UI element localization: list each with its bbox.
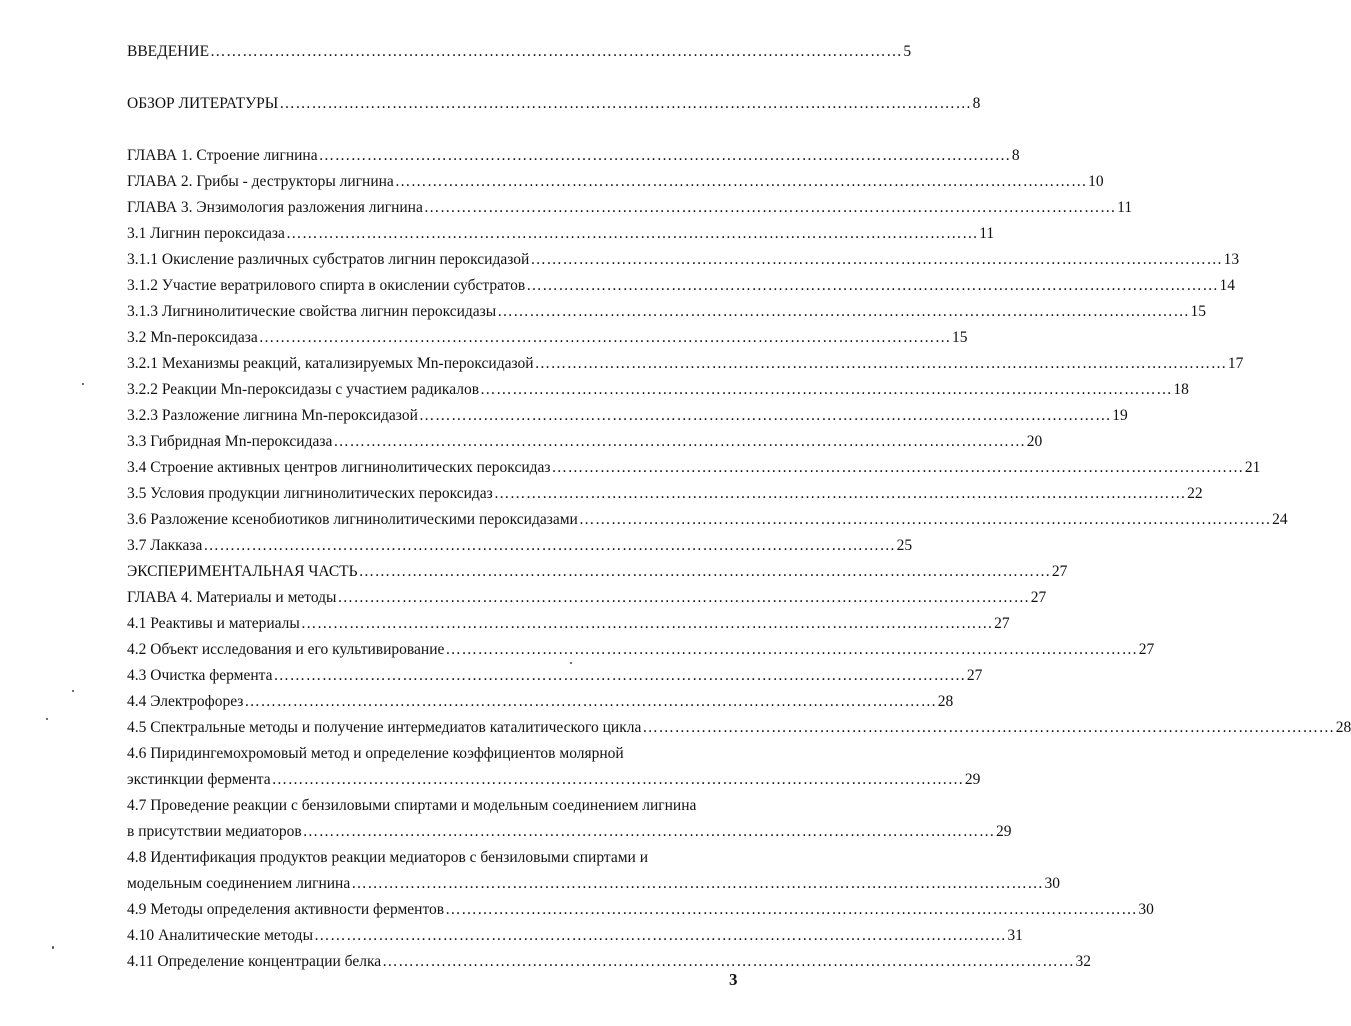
toc-page: 22 — [1187, 485, 1203, 502]
toc-entry — [127, 276, 1235, 296]
toc-entry — [127, 900, 1154, 920]
toc-page: 21 — [1244, 459, 1261, 476]
toc-page: 30 — [1044, 875, 1061, 892]
toc-page: 27 — [1030, 589, 1047, 606]
toc-leader: ………………………………………………………………………………………………………………… — [210, 43, 903, 60]
toc-leader: ………………………………………………………………………………………………………………… — [279, 95, 972, 112]
toc-entry — [127, 640, 1155, 660]
toc-title: 3.2.3 Разложение лигнина Mn-пероксидазой — [127, 407, 418, 424]
toc-leader: ………………………………………………………………………………………………………………… — [258, 329, 952, 346]
toc-leader: ………………………………………………………………………………………………………………… — [642, 719, 1335, 736]
toc-title: ВВЕДЕНИЕ — [127, 43, 210, 60]
toc-entry — [127, 354, 1244, 374]
toc-leader: ………………………………………………………………………………………………………………… — [394, 173, 1088, 190]
toc-entry — [127, 822, 1012, 842]
toc-title: 4.4 Электрофорез — [127, 693, 244, 710]
toc-leader: ………………………………………………………………………………………………………………… — [351, 875, 1044, 892]
toc-entry — [127, 536, 913, 556]
toc-title: 3.2.1 Механизмы реакций, катализируемых Mn-пероксидазой — [127, 355, 534, 372]
toc-page: 15 — [952, 329, 968, 346]
toc-leader: ………………………………………………………………………………………………………………… — [534, 355, 1227, 372]
toc-title: 3.3 Гибридная Mn-пероксидаза — [127, 433, 333, 450]
toc-entry — [127, 562, 1068, 582]
toc-leader: ………………………………………………………………………………………………………………… — [530, 251, 1223, 268]
toc-page: 11 — [979, 225, 995, 242]
toc-title: 3.2 Mn-пероксидаза — [127, 329, 258, 346]
toc-leader: ………………………………………………………………………………………………………………… — [300, 615, 994, 632]
toc-title-continuation: модельным соединением лигнина — [127, 875, 351, 892]
toc-title: 4.8 Идентификация продуктов реакции медиаторов с бензиловыми спиртами и — [127, 849, 649, 866]
toc-entry — [127, 250, 1240, 270]
toc-page: 29 — [964, 771, 981, 788]
toc-entry — [127, 458, 1261, 478]
toc-page: 24 — [1272, 511, 1288, 528]
toc-leader: ………………………………………………………………………………………………………………… — [203, 537, 896, 554]
toc-title: ЭКСПЕРИМЕНТАЛЬНАЯ ЧАСТЬ — [127, 563, 358, 580]
toc-title: 3.2.2 Реакции Mn-пероксидазы с участием радикалов — [127, 381, 480, 398]
toc-leader: ………………………………………………………………………………………………………………… — [526, 277, 1219, 294]
toc-page: 19 — [1112, 407, 1128, 424]
scan-speck — [570, 662, 572, 664]
scan-speck — [82, 383, 84, 385]
toc-page: 27 — [1051, 563, 1068, 580]
toc-title: 4.1 Реактивы и материалы — [127, 615, 300, 632]
toc-entry — [127, 146, 1020, 166]
toc-page: 17 — [1227, 355, 1244, 372]
toc-title-continuation: в присутствии медиаторов — [127, 823, 302, 840]
toc-page: 29 — [995, 823, 1012, 840]
toc-title: 3.5 Условия продукции лигнинолитических пероксидаз — [127, 485, 493, 502]
toc-title: ГЛАВА 3. Энзимология разложения лигнина — [127, 199, 423, 216]
toc-leader: ………………………………………………………………………………………………………………… — [578, 511, 1272, 528]
toc-title: 4.10 Аналитические методы — [127, 927, 313, 944]
toc-entry — [127, 94, 981, 114]
toc-title: 3.4 Строение активных центров лигнинолитических пероксидаз — [127, 459, 551, 476]
toc-entry — [127, 198, 1133, 218]
toc-leader: ………………………………………………………………………………………………………………… — [271, 771, 964, 788]
toc-leader: ………………………………………………………………………………………………………………… — [493, 485, 1187, 502]
toc-title: 4.11 Определение концентрации белка — [127, 953, 382, 970]
toc-entry — [127, 302, 1207, 322]
toc-title: 3.1.2 Участие вератрилового спирта в окислении субстратов — [127, 277, 526, 294]
toc-leader: ………………………………………………………………………………………………………………… — [551, 459, 1244, 476]
toc-page: 20 — [1026, 433, 1043, 450]
toc-leader: ………………………………………………………………………………………………………………… — [445, 901, 1138, 918]
toc-entry — [127, 692, 954, 712]
toc-title: 3.1 Лигнин пероксидаза — [127, 225, 285, 242]
toc-leader: ………………………………………………………………………………………………………………… — [358, 563, 1051, 580]
toc-leader: ………………………………………………………………………………………………………………… — [302, 823, 995, 840]
toc-leader: ………………………………………………………………………………………………………………… — [423, 199, 1117, 216]
toc-page: 28 — [937, 693, 954, 710]
toc-leader: ………………………………………………………………………………………………………………… — [244, 693, 937, 710]
toc-entry — [127, 718, 1351, 738]
toc-page: 11 — [1117, 199, 1133, 216]
toc-leader: ………………………………………………………………………………………………………………… — [333, 433, 1026, 450]
toc-title: ГЛАВА 1. Строение лигнина — [127, 147, 318, 164]
toc-entry — [127, 770, 981, 790]
scan-speck — [72, 690, 74, 692]
toc-page: 8 — [972, 95, 981, 112]
toc-page: 10 — [1088, 173, 1104, 190]
toc-title: 4.2 Объект исследования и его культивирование — [127, 641, 445, 658]
toc-leader: ………………………………………………………………………………………………………………… — [480, 381, 1173, 398]
toc-page: 30 — [1138, 901, 1154, 918]
toc-leader: ………………………………………………………………………………………………………………… — [314, 927, 1007, 944]
toc-title: 4.7 Проведение реакции с бензиловыми спиртами и модельным соединением лигнина — [127, 797, 697, 814]
toc-title-continuation: экстинкции фермента — [127, 771, 271, 788]
toc-title: 4.3 Очистка фермента — [127, 667, 273, 684]
toc-entry — [127, 666, 983, 686]
toc-entry — [127, 952, 1091, 972]
toc-title: ОБЗОР ЛИТЕРАТУРЫ — [127, 95, 279, 112]
toc-leader: ………………………………………………………………………………………………………………… — [445, 641, 1138, 658]
toc-leader: ………………………………………………………………………………………………………………… — [273, 667, 966, 684]
toc-page: 8 — [1011, 147, 1020, 164]
toc-entry — [127, 874, 1061, 894]
toc-leader: ………………………………………………………………………………………………………………… — [382, 953, 1075, 970]
toc-page: 27 — [994, 615, 1010, 632]
toc-title: 4.5 Спектральные методы и получение интермедиатов каталитического цикла — [127, 719, 642, 736]
toc-entry — [127, 172, 1104, 192]
toc-page: 27 — [1138, 641, 1155, 658]
toc-entry — [127, 380, 1189, 400]
toc-leader: ………………………………………………………………………………………………………………… — [318, 147, 1011, 164]
toc-entry — [127, 510, 1288, 530]
toc-title: 3.1.3 Лигнинолитические свойства лигнин пероксидазы — [127, 303, 497, 320]
toc-entry — [127, 484, 1203, 504]
toc-entry — [127, 406, 1128, 426]
toc-entry — [127, 926, 1023, 946]
toc-entry — [127, 614, 1010, 634]
toc-leader: ………………………………………………………………………………………………………………… — [285, 225, 979, 242]
toc-title: 4.9 Методы определения активности ферментов — [127, 901, 445, 918]
toc-title: 3.1.1 Окисление различных субстратов лигнин пероксидазой — [127, 251, 530, 268]
toc-page: 27 — [966, 667, 983, 684]
toc-page: 5 — [903, 43, 912, 60]
toc-page: 25 — [896, 537, 913, 554]
toc-entry — [127, 224, 995, 244]
toc-title: ГЛАВА 4. Материалы и методы — [127, 589, 337, 606]
toc-page: 31 — [1007, 927, 1023, 944]
toc-leader: ………………………………………………………………………………………………………………… — [497, 303, 1190, 320]
toc-title: ГЛАВА 2. Грибы - деструкторы лигнина — [127, 173, 394, 190]
toc-page: 28 — [1335, 719, 1351, 736]
toc-page: 32 — [1075, 953, 1091, 970]
toc-title: 3.7 Лакказа — [127, 537, 203, 554]
toc-entry — [127, 432, 1043, 452]
toc-leader: ………………………………………………………………………………………………………………… — [337, 589, 1030, 606]
scan-speck — [52, 946, 54, 949]
toc-page: 15 — [1190, 303, 1207, 320]
toc-entry — [127, 42, 912, 62]
toc-page: 14 — [1219, 277, 1235, 294]
page-number: 3 — [729, 970, 738, 989]
toc-page: 13 — [1223, 251, 1240, 268]
scan-speck — [46, 718, 48, 720]
toc-entry — [127, 588, 1047, 608]
toc-page: 18 — [1173, 381, 1189, 398]
toc-title: 3.6 Разложение ксенобиотиков лигнинолитическими пероксидазами — [127, 511, 578, 528]
toc-entry — [127, 328, 968, 348]
toc-leader: ………………………………………………………………………………………………………………… — [418, 407, 1112, 424]
toc-title: 4.6 Пиридингемохромовый метод и определение коэффициентов молярной — [127, 745, 624, 762]
